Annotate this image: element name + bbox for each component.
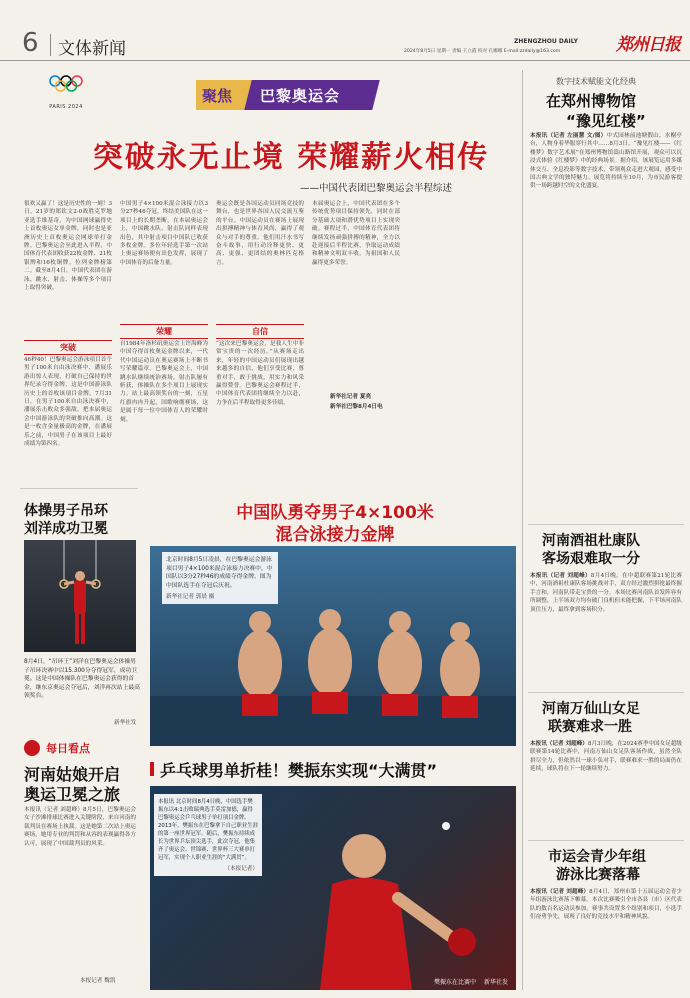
lead-section-confidence: 自信 [216,324,304,339]
museum-body: 本报讯（记者 左丽慧 文/图）中式园林前池塘假山、水榭亭台，人物身着华服穿行其中……8月3日，“豫见红楼——《红楼梦》数字艺术展”在郑州博物馆嵩山路馆开展，观众可以沉浸式体验《红楼梦》中的经典场景。据介绍，该展览运用多媒体交互、全息投影等数字技术，带领观众走进大观园，感受中国古典文学的独特魅力。展览将持续至10月，为市民游客提供一场跨越时空的文化盛宴。 [530,133,682,190]
lead-subhead: ——中国代表团巴黎奥运会半程综述 [300,183,453,194]
topic-banner [196,80,376,110]
lead-body-3b: 奥运会既是各国运动员同场竞技的舞台，也是世界各国人民交流互鉴的平台。中国运动员在赛场上展现出拼搏精神与体育风尚，赢得了观众与对手的尊重。他们用汗水书写奋斗故事，用行动诠释更快、更高、更强、更团结的奥林匹克格言。 [216,201,304,266]
gymnastics-photo [24,540,136,652]
daily-watch-label: 每日看点 [46,742,90,755]
daily-watch-badge [24,738,134,758]
museum-headline-2: “豫见红楼” [566,112,646,130]
youth-headline-1: 市运会青少年组 [548,849,646,865]
lead-body-5: 本届奥运会上，中国代表团在多个传统优势项目保持领先，同时在部分基础大项和潜优势项目上实现突破。赛程过半，中国体育代表团将继续发扬顽强拼搏的精神，全力以赴迎接后半程比赛，争取运动成绩和精神文明双丰收，为祖国和人民赢得更多荣誉。 [312,201,400,266]
table-tennis-headline-text: 乒乓球男单折桂！樊振东实现“大满贯” [160,761,438,780]
lead-body-2b: 中国男子4×100米混合泳接力以3分27秒46夺冠，终结美国队在这一项目上的长期垄断。在本届奥运会上，中国跳水队、射击队同样表现出色，其中射击项目中国队已收获多枚金牌。多位年轻选手第一次站上奥运赛场便有出色发挥，展现了中国体育的后备力量。 [120,201,208,266]
relay-caption-box [162,552,278,604]
table-tennis-photo [150,786,516,990]
lead-section-breakthrough: 突破 [24,340,112,355]
lead-body-3: 自1984年洛杉矶奥运会上许海峰为中国夺得首枚奥运金牌以来，一代代中国运动员在奥运赛场上不断书写荣耀篇章。巴黎奥运会上，中国跳水队继续统治赛场，射击队屡有斩获，体操队在多个项目上展现实力。站上最高领奖台的一刻，五星红旗冉冉升起，国歌响彻赛场，这是属于每一位中国体育人的荣耀时刻。 [120,341,208,423]
section-divider [50,34,51,56]
lead-section-glory: 荣耀 [120,324,208,339]
youth-body: 本报讯（记者 刘超峰）8月4日，郑州市第十五届运动会青少年组游泳比赛落下帷幕。本次比赛吸引全市各县（市）区代表队的数百名运动员参加，赛事共设置多个组别和项目，小选手们奋勇争先，展现了良好的竞技水平和精神风貌。 [530,889,682,921]
relay-caption: 北京时间8月5日凌晨，在巴黎奥运会游泳项目男子4×100米混合泳接力决赛中，中国队以3分27秒46的成绩夺得金牌，图为中国队选手在夺冠后庆祝。 [166,557,273,589]
relay-photo [150,546,516,746]
referee-headline-1: 河南姑娘开启 [24,765,121,784]
banner-focus: 聚焦 [202,87,233,105]
gymnastics-headline-1: 体操男子吊环 [24,503,108,519]
paris-logo-text: PARIS 2024 [49,104,83,110]
section-name: 文体新闻 [58,39,126,59]
baijiu-headline-1: 河南酒祖杜康队 [542,533,640,549]
baijiu-body: 本报讯（记者 刘超峰）8月4日晚，在中超联赛第21轮比赛中，河南酒祖杜康队客场挑战对手，双方经过激烈拼抢最终握手言和，河南队带走宝贵的一分。本场比赛河南队首发阵容有所调整，上半场双方均有破门良机但未能把握，下半场河南队顶住压力，最终拿到客场积分。 [530,573,682,613]
baijiu-headline-2: 客场艰难取一分 [542,551,640,567]
youth-headline-2: 游泳比赛落幕 [556,867,640,883]
table-tennis-credit: （本报记者） [224,866,258,872]
lead-body-2: 46秒40！巴黎奥运会游泳项目首个男子100米自由泳决赛中，潘展乐游出惊人表现，打破自己保持的世界纪录夺得金牌，这是中国游泳队历史上的首枚该项目金牌。7月31日，在男子100米自由泳决赛中，潘展乐击败众多强敌，把本届奥运会中国游泳队的突破推向高潮。这是一枚含金量极高的金牌，在潘展乐之前，中国男子在该项目上最好成绩为第四名。 [24,357,112,448]
referee-headline-2: 奥运卫冕之旅 [24,785,121,804]
olympic-rings-icon [48,72,84,102]
lead-body-1: 很欢又赢了！这是历史性的一刻！3日，21岁的郑钦文2-0战胜克罗地亚选手维基奇，为中国网球赢得史上首枚奥运女单金牌，同时也是亚洲历史上首枚奥运会网球单打金牌。巴黎奥运会至此进入半程，中国体育代表团收获22枚金牌、21枚银牌和16枚铜牌，位列金牌榜第二。截至8月4日，中国代表团在游泳、跳水、射击、体操等多个项目上取得突破。 [24,201,112,292]
table-tennis-photo-caption: 樊振东在比赛中 新华社发 [434,979,508,986]
relay-headline-2: 混合泳接力金牌 [275,525,395,545]
table-tennis-headline [150,758,516,780]
paper-english-name: ZHENGZHOU DAILY [514,38,578,45]
museum-headline-1: 在郑州博物馆 [546,92,637,110]
referee-credit: 本报记者 魏凯 [80,978,116,984]
paris-2024-logo [48,72,84,118]
paper-logo: 郑州日报 [616,35,680,55]
issue-info: 2024年8月5日 星期一 责编 王立霞 校对 孔娜娜 E-mail:zzdaily@163.com [404,49,561,54]
lead-headline: 突破永无止境 荣耀薪火相传 [92,140,490,175]
table-tennis-caption-box [154,794,262,876]
lead-body-4: “这次来巴黎奥运会，是我人生中非常宝贵的一次经历。”从赛场走出来，年轻的中国运动员们展现出越来越多的自信，他们享受比赛，尊重对手，敢于挑战，用实力和风采赢得赞誉。巴黎奥运会赛程过半，中国体育代表团将继续全力以赴，力争在后半程取得更多佳绩。 [216,341,304,406]
relay-headline-1: 中国队勇夺男子4×100米 [236,503,434,523]
column-divider [522,70,523,990]
museum-kicker: 数字技术赋能文化经典 [556,77,636,86]
referee-body: 本报讯（记者 刘超峰）8月5日，巴黎奥运会女子沙滩排球比赛进入关键阶段，来自河南的裁判员在赛场上执裁。这是她第二次站上奥运赛场，她用专业的判罚和从容的表现赢得各方认可，展现了中国裁判员的风采。 [24,807,136,847]
lead-credit: 新华社记者 夏亮 [330,394,372,400]
table-tennis-caption: 本报讯 北京时间8月4日晚，中国选手樊振东以4:1击败瑞典选手莫雷加德，赢得巴黎奥运会乒乓球男子单打项目金牌。2013年，樊振东在巴黎拿下自己职业生涯的第一座世界冠军。随后，樊振东持续成长为世界乒坛顶尖选手，此次夺冠，他集齐了奥运会、世锦赛、世界杯三大赛单打冠军，实现个人职业生涯的“大满贯”。 [158,799,258,861]
wanxianshan-headline-2: 联赛难求一胜 [548,719,632,735]
masthead-rule [0,60,690,61]
banner-title: 巴黎奥运会 [260,87,341,105]
gymnastics-caption: 8月4日，“吊环王”刘洋在巴黎奥运会体操男子吊环决赛中以15.300分夺得冠军，成功卫冕。这是中国体操队在巴黎奥运会获得的首金，继东京奥运会夺冠后，刘洋再次站上最高领奖台。 [24,659,140,700]
masthead [0,0,690,64]
museum-byline: 本报讯（记者 左丽慧 文/图） [530,133,607,139]
lead-dateline: 新华社巴黎8月4日电 [330,404,383,410]
relay-credit: 新华社记者 郭晨 摄 [166,594,215,601]
flame-icon [24,740,40,756]
page-number: 6 [22,28,39,58]
gymnastics-headline-2: 刘洋成功卫冕 [24,521,108,537]
wanxianshan-body: 本报讯（记者 刘超峰）8月3日晚，在2024赛季中国女足超级联赛第14轮比赛中，河南万仙山女足队客场作战，虽然全队拼尽全力，但依然以一球小负对手，联赛难求一胜的局面仍在延续，球队将在下一轮继续努力。 [530,741,682,773]
gymnastics-credit: 新华社发 [114,720,137,726]
wanxianshan-headline-1: 河南万仙山女足 [542,701,640,717]
